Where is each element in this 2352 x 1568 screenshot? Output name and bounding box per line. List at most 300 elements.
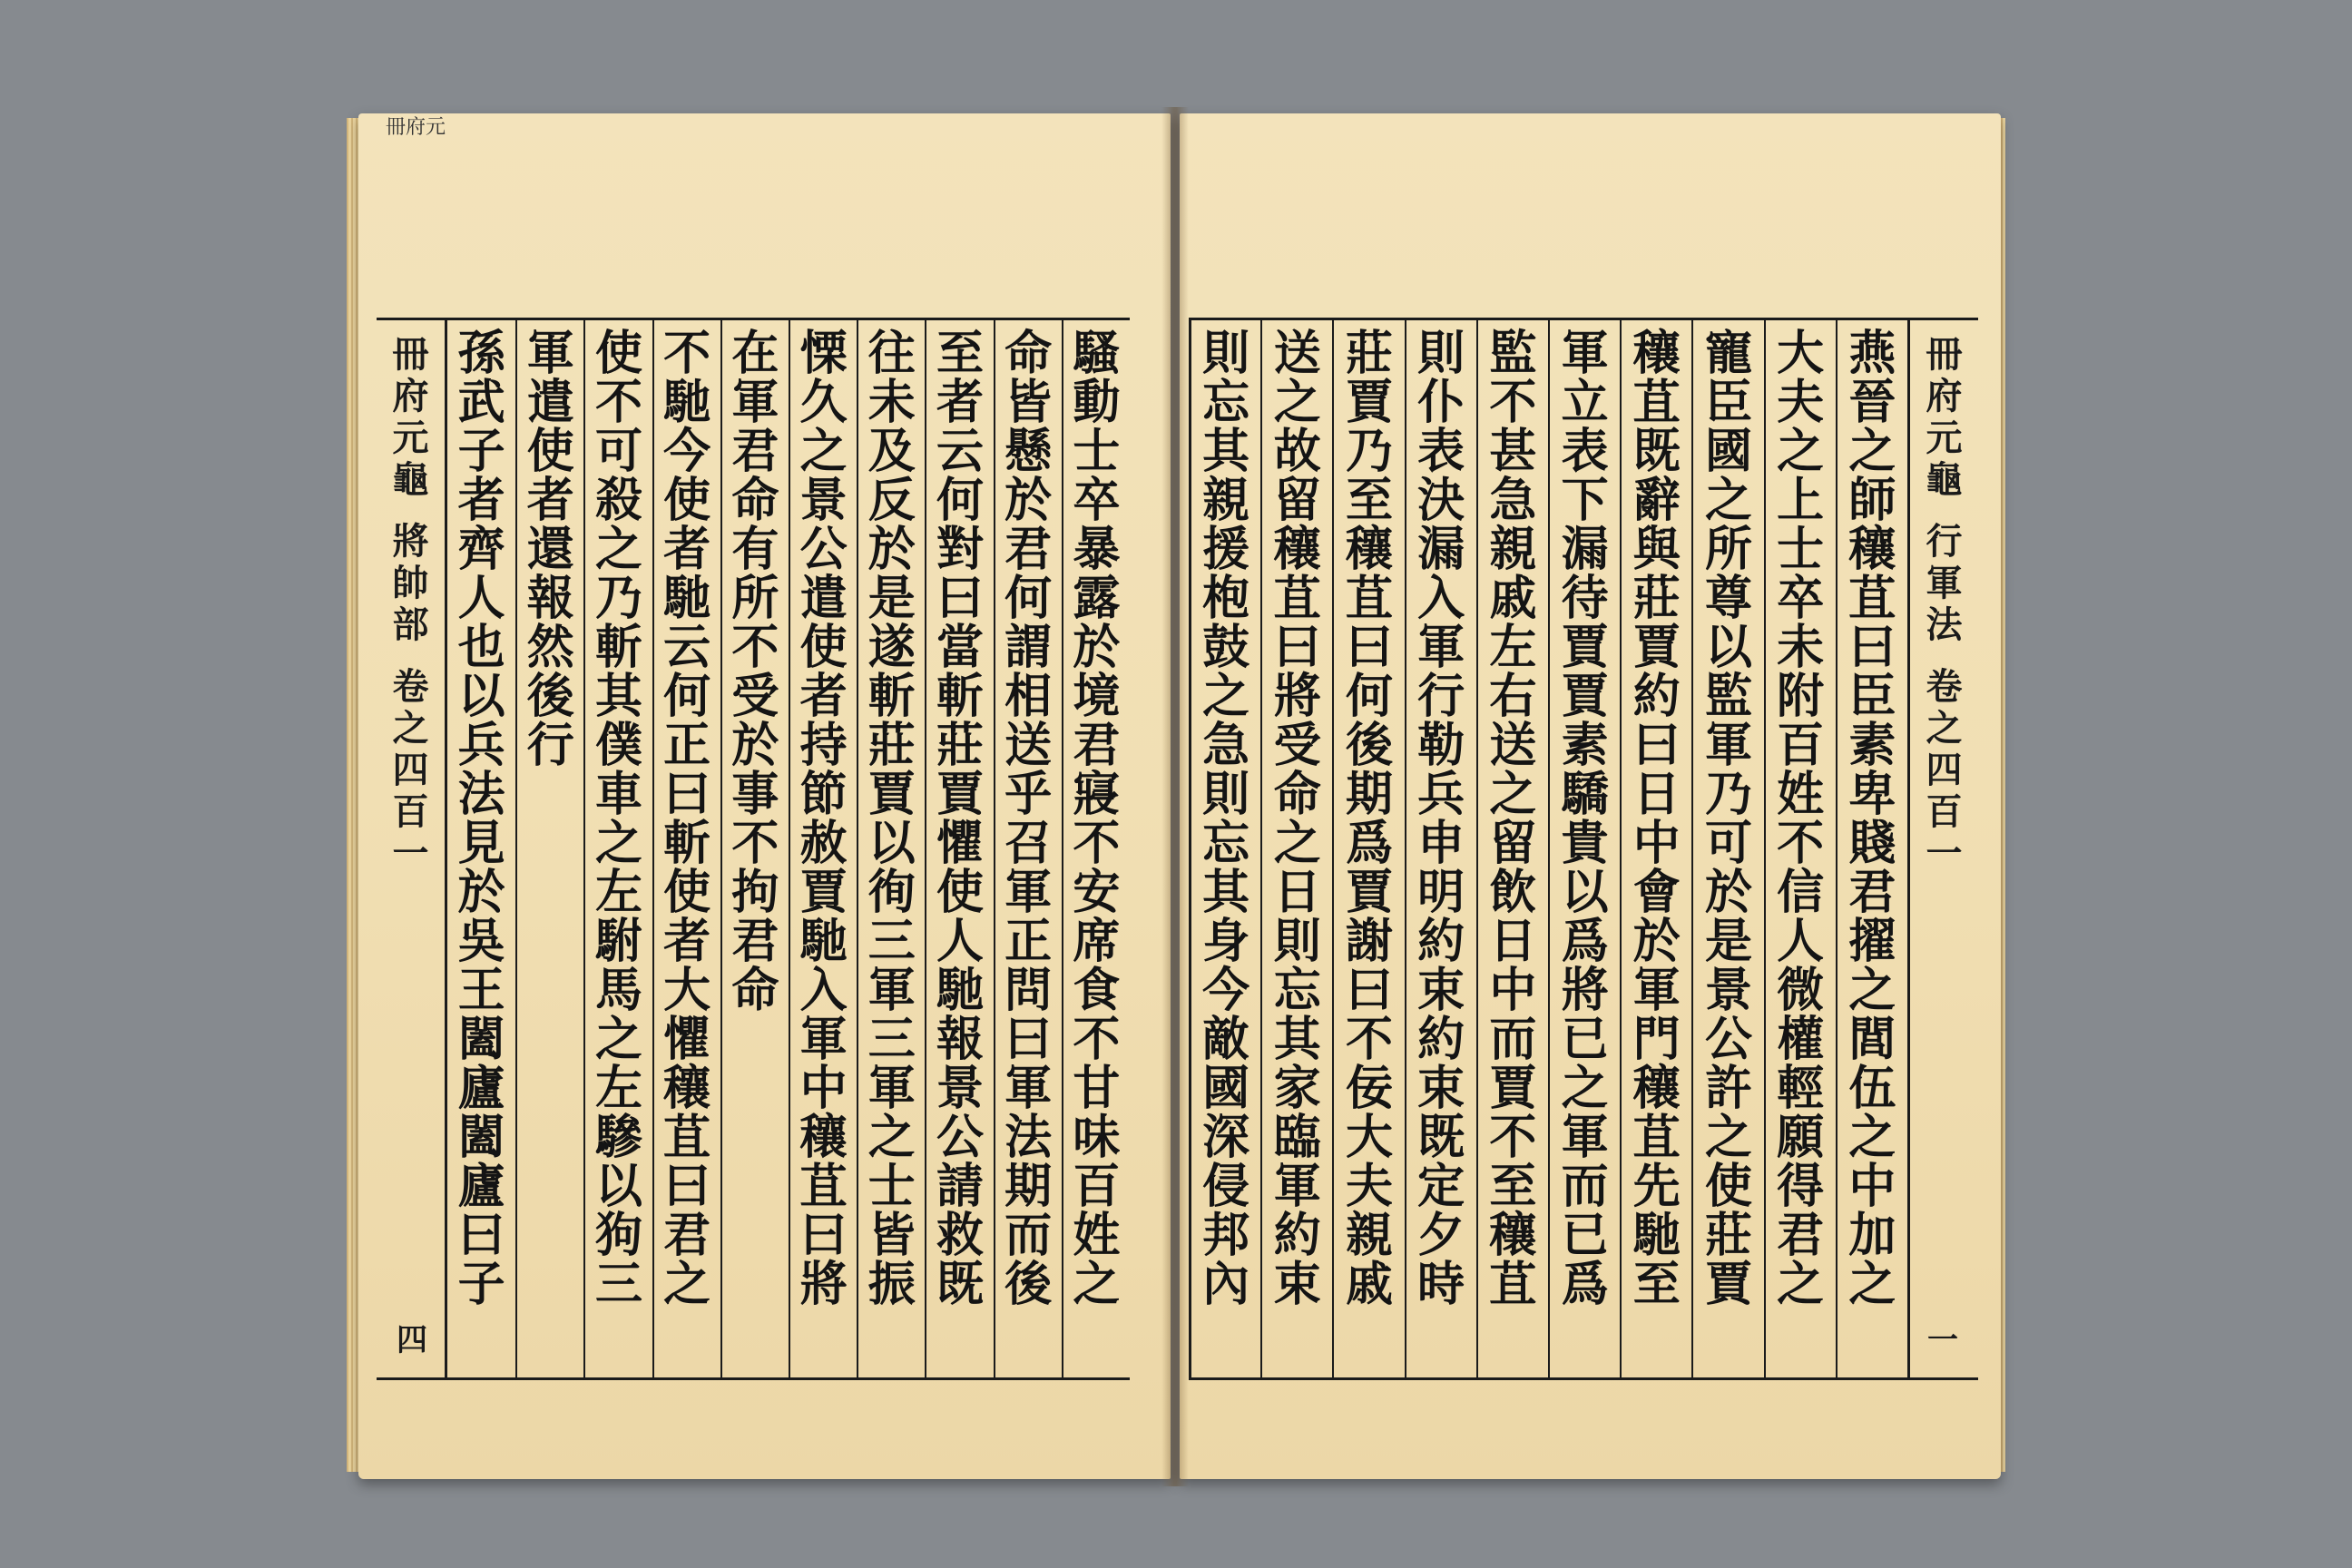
left-page bbox=[358, 113, 1171, 1479]
glyph: 謂 bbox=[1004, 620, 1053, 675]
glyph: 送 bbox=[1273, 326, 1321, 381]
glyph: 侵 bbox=[1202, 1159, 1250, 1214]
glyph: 監 bbox=[1489, 326, 1537, 381]
glyph: 今 bbox=[1202, 963, 1250, 1018]
glyph: 之 bbox=[799, 424, 848, 479]
glyph: 龜 bbox=[1926, 458, 1963, 501]
glyph: 許 bbox=[1704, 1061, 1752, 1116]
glyph: 甚 bbox=[1489, 424, 1537, 479]
book-spine bbox=[1161, 107, 1189, 1486]
glyph: 賈 bbox=[799, 865, 848, 920]
left-text-frame bbox=[377, 318, 1130, 1380]
glyph: 正 bbox=[1004, 914, 1053, 969]
glyph: 暴 bbox=[1073, 522, 1121, 577]
glyph: 則 bbox=[1417, 326, 1465, 381]
glyph: 中 bbox=[1848, 1159, 1896, 1214]
glyph: 賈 bbox=[1345, 375, 1393, 430]
glyph: 是 bbox=[867, 571, 916, 626]
folio-number: 四 bbox=[397, 1322, 427, 1358]
glyph: 之 bbox=[1561, 1061, 1609, 1116]
glyph: 則 bbox=[1202, 767, 1250, 822]
glyph: 部 bbox=[392, 603, 429, 646]
glyph: 士 bbox=[1777, 522, 1825, 577]
glyph: 使 bbox=[663, 473, 711, 528]
text-column bbox=[1620, 320, 1691, 1377]
glyph: 三 bbox=[594, 1257, 642, 1312]
glyph: 百 bbox=[1073, 1159, 1121, 1214]
glyph: 爲 bbox=[1345, 816, 1393, 871]
glyph: 公 bbox=[799, 522, 848, 577]
glyph: 擢 bbox=[1848, 914, 1896, 969]
glyph: 馬 bbox=[594, 963, 642, 1018]
glyph: 者 bbox=[663, 914, 711, 969]
glyph: 所 bbox=[1704, 522, 1752, 577]
glyph: 三 bbox=[867, 914, 916, 969]
glyph: 斬 bbox=[663, 816, 711, 871]
glyph: 願 bbox=[1777, 1110, 1825, 1165]
glyph: 軍 bbox=[731, 375, 779, 430]
glyph: 斬 bbox=[867, 669, 916, 724]
glyph: 燕 bbox=[1848, 326, 1896, 381]
glyph: 入 bbox=[1417, 571, 1465, 626]
glyph: 不 bbox=[731, 816, 779, 871]
glyph: 之 bbox=[1848, 1110, 1896, 1165]
glyph: 既 bbox=[1632, 424, 1681, 479]
glyph: 漏 bbox=[1417, 522, 1465, 577]
glyph: 席 bbox=[1073, 914, 1121, 969]
glyph: 王 bbox=[457, 963, 505, 1018]
glyph: 素 bbox=[1848, 718, 1896, 773]
glyph: 既 bbox=[1417, 1110, 1465, 1165]
glyph: 當 bbox=[936, 620, 984, 675]
text-column bbox=[1189, 320, 1260, 1377]
glyph: 急 bbox=[1489, 473, 1537, 528]
glyph: 忘 bbox=[1273, 963, 1321, 1018]
glyph: 賤 bbox=[1848, 816, 1896, 871]
glyph: 云 bbox=[936, 424, 984, 479]
glyph: 不 bbox=[1777, 816, 1825, 871]
margin-title bbox=[393, 334, 429, 501]
glyph: 明 bbox=[1417, 865, 1465, 920]
glyph: 於 bbox=[457, 865, 505, 920]
glyph: 之 bbox=[1777, 1257, 1825, 1312]
glyph: 留 bbox=[1273, 473, 1321, 528]
glyph: 戚 bbox=[1345, 1257, 1393, 1312]
glyph: 狗 bbox=[594, 1208, 642, 1263]
glyph: 齊 bbox=[457, 522, 505, 577]
glyph: 使 bbox=[936, 865, 984, 920]
glyph: 家 bbox=[1273, 1061, 1321, 1116]
glyph: 者 bbox=[526, 473, 574, 528]
text-column bbox=[447, 320, 515, 1377]
glyph: 穰 bbox=[1632, 326, 1681, 381]
glyph: 不 bbox=[1073, 1012, 1121, 1067]
glyph: 束 bbox=[1273, 1257, 1321, 1312]
glyph: 會 bbox=[1632, 865, 1681, 920]
glyph: 之 bbox=[1273, 816, 1321, 871]
glyph: 之 bbox=[867, 1110, 916, 1165]
glyph: 鼓 bbox=[1202, 620, 1250, 675]
text-column bbox=[1764, 320, 1836, 1377]
glyph: 有 bbox=[731, 522, 779, 577]
glyph: 懼 bbox=[936, 816, 984, 871]
glyph: 之 bbox=[1848, 1257, 1896, 1312]
seal-mark: 冊府元 bbox=[386, 116, 446, 139]
glyph: 姓 bbox=[1777, 767, 1825, 822]
glyph: 遂 bbox=[867, 620, 916, 675]
glyph: 大 bbox=[1345, 1110, 1393, 1165]
glyph: 召 bbox=[1004, 816, 1053, 871]
glyph: 君 bbox=[1777, 1208, 1825, 1263]
glyph: 閭 bbox=[1848, 1012, 1896, 1067]
glyph: 何 bbox=[663, 669, 711, 724]
glyph: 曰 bbox=[663, 767, 711, 822]
glyph: 兵 bbox=[1417, 767, 1465, 822]
glyph: 穰 bbox=[1345, 522, 1393, 577]
glyph: 表 bbox=[1417, 424, 1465, 479]
glyph: 馳 bbox=[1632, 1208, 1681, 1263]
glyph: 曰 bbox=[799, 1208, 848, 1263]
glyph: 卷 bbox=[392, 665, 429, 708]
glyph: 苴 bbox=[1345, 571, 1393, 626]
glyph: 臨 bbox=[1273, 1110, 1321, 1165]
glyph: 吳 bbox=[457, 914, 505, 969]
glyph: 府 bbox=[1926, 375, 1963, 417]
glyph: 元 bbox=[392, 416, 429, 459]
glyph: 命 bbox=[1273, 767, 1321, 822]
glyph: 援 bbox=[1202, 522, 1250, 577]
glyph: 法 bbox=[457, 767, 505, 822]
glyph: 驂 bbox=[594, 1110, 642, 1165]
glyph: 殺 bbox=[594, 473, 642, 528]
glyph: 遣 bbox=[799, 571, 848, 626]
glyph: 君 bbox=[1073, 718, 1121, 773]
glyph: 者 bbox=[663, 522, 711, 577]
glyph: 賈 bbox=[1561, 620, 1609, 675]
glyph: 公 bbox=[1704, 1012, 1752, 1067]
glyph: 其 bbox=[594, 669, 642, 724]
glyph: 赦 bbox=[799, 816, 848, 871]
glyph: 苴 bbox=[1632, 375, 1681, 430]
glyph: 命 bbox=[1004, 326, 1053, 381]
glyph: 軍 bbox=[1004, 865, 1053, 920]
glyph: 安 bbox=[1073, 865, 1121, 920]
glyph: 正 bbox=[663, 718, 711, 773]
glyph: 信 bbox=[1777, 865, 1825, 920]
glyph: 寢 bbox=[1073, 767, 1121, 822]
glyph: 大 bbox=[663, 963, 711, 1018]
glyph: 將 bbox=[799, 1257, 848, 1312]
glyph: 之 bbox=[1073, 1257, 1121, 1312]
text-column bbox=[1548, 320, 1620, 1377]
glyph: 問 bbox=[1004, 963, 1053, 1018]
page-margin-column bbox=[1907, 320, 1978, 1377]
glyph: 後 bbox=[1004, 1257, 1053, 1312]
glyph: 使 bbox=[526, 424, 574, 479]
glyph: 何 bbox=[1345, 669, 1393, 724]
glyph: 所 bbox=[731, 571, 779, 626]
glyph: 加 bbox=[1848, 1208, 1896, 1263]
glyph: 親 bbox=[1345, 1208, 1393, 1263]
text-column bbox=[720, 320, 789, 1377]
glyph: 騷 bbox=[1073, 326, 1121, 381]
glyph: 車 bbox=[594, 767, 642, 822]
glyph: 食 bbox=[1073, 963, 1121, 1018]
glyph: 以 bbox=[1704, 620, 1752, 675]
glyph: 勒 bbox=[1417, 718, 1465, 773]
glyph: 卷 bbox=[1926, 665, 1963, 708]
glyph: 在 bbox=[731, 326, 779, 381]
glyph: 也 bbox=[457, 620, 505, 675]
glyph: 邦 bbox=[1202, 1208, 1250, 1263]
glyph: 寵 bbox=[1704, 326, 1752, 381]
glyph: 於 bbox=[1004, 473, 1053, 528]
glyph: 子 bbox=[457, 1257, 505, 1312]
glyph: 以 bbox=[594, 1159, 642, 1214]
glyph: 已 bbox=[1561, 1208, 1609, 1263]
glyph: 君 bbox=[731, 914, 779, 969]
glyph: 乃 bbox=[1704, 767, 1752, 822]
glyph: 法 bbox=[1926, 603, 1963, 646]
glyph: 表 bbox=[1561, 424, 1609, 479]
glyph: 附 bbox=[1777, 669, 1825, 724]
glyph: 下 bbox=[1561, 473, 1609, 528]
glyph: 曰 bbox=[1345, 963, 1393, 1018]
glyph: 行 bbox=[1926, 520, 1963, 563]
glyph: 動 bbox=[1073, 375, 1121, 430]
glyph: 賈 bbox=[1704, 1257, 1752, 1312]
glyph: 之 bbox=[1777, 424, 1825, 479]
glyph: 馳 bbox=[663, 375, 711, 430]
glyph: 漏 bbox=[1561, 522, 1609, 577]
glyph: 中 bbox=[799, 1061, 848, 1116]
glyph: 權 bbox=[1777, 1012, 1825, 1067]
glyph: 公 bbox=[936, 1110, 984, 1165]
glyph: 其 bbox=[1202, 865, 1250, 920]
glyph: 軍 bbox=[1632, 963, 1681, 1018]
glyph: 苴 bbox=[1848, 571, 1896, 626]
right-page bbox=[1180, 113, 2001, 1479]
glyph: 卒 bbox=[1073, 473, 1121, 528]
glyph: 曰 bbox=[1273, 620, 1321, 675]
glyph: 斬 bbox=[936, 669, 984, 724]
glyph: 以 bbox=[457, 669, 505, 724]
glyph: 忘 bbox=[1202, 375, 1250, 430]
glyph: 苴 bbox=[1273, 571, 1321, 626]
glyph: 軍 bbox=[1417, 620, 1465, 675]
text-column bbox=[1332, 320, 1404, 1377]
glyph: 而 bbox=[1561, 1159, 1609, 1214]
glyph: 定 bbox=[1417, 1159, 1465, 1214]
glyph: 振 bbox=[867, 1257, 916, 1312]
glyph: 日 bbox=[1489, 914, 1537, 969]
text-column bbox=[857, 320, 925, 1377]
glyph: 姓 bbox=[1073, 1208, 1121, 1263]
glyph: 報 bbox=[936, 1012, 984, 1067]
glyph: 懸 bbox=[1004, 424, 1053, 479]
glyph: 軍 bbox=[1926, 562, 1963, 604]
glyph: 仆 bbox=[1417, 375, 1465, 430]
glyph: 上 bbox=[1777, 473, 1825, 528]
glyph: 境 bbox=[1073, 669, 1121, 724]
glyph: 百 bbox=[1926, 790, 1963, 833]
glyph: 至 bbox=[1632, 1257, 1681, 1312]
glyph: 師 bbox=[1848, 473, 1896, 528]
glyph: 賈 bbox=[1561, 669, 1609, 724]
glyph: 親 bbox=[1202, 473, 1250, 528]
glyph: 之 bbox=[1704, 473, 1752, 528]
glyph: 事 bbox=[731, 767, 779, 822]
glyph: 微 bbox=[1777, 963, 1825, 1018]
glyph: 而 bbox=[1489, 1012, 1537, 1067]
glyph: 者 bbox=[799, 669, 848, 724]
margin-volume bbox=[393, 666, 429, 875]
glyph: 之 bbox=[392, 707, 429, 750]
glyph: 行 bbox=[526, 718, 574, 773]
glyph: 乃 bbox=[1345, 424, 1393, 479]
glyph: 孫 bbox=[457, 326, 505, 381]
glyph: 至 bbox=[1489, 1159, 1537, 1214]
glyph: 已 bbox=[1561, 1012, 1609, 1067]
glyph: 穰 bbox=[1632, 1061, 1681, 1116]
glyph: 送 bbox=[1489, 718, 1537, 773]
glyph: 持 bbox=[799, 718, 848, 773]
glyph: 使 bbox=[1704, 1159, 1752, 1214]
glyph: 約 bbox=[1632, 669, 1681, 724]
glyph: 賈 bbox=[1489, 1061, 1537, 1116]
glyph: 百 bbox=[1777, 718, 1825, 773]
glyph: 曰 bbox=[663, 1159, 711, 1214]
glyph: 不 bbox=[594, 375, 642, 430]
glyph: 何 bbox=[936, 473, 984, 528]
glyph: 送 bbox=[1004, 718, 1053, 773]
glyph: 穰 bbox=[1848, 522, 1896, 577]
glyph: 帥 bbox=[392, 562, 429, 604]
glyph: 廬 bbox=[457, 1159, 505, 1214]
glyph: 驕 bbox=[1561, 767, 1609, 822]
glyph: 敵 bbox=[1202, 1012, 1250, 1067]
glyph: 苴 bbox=[1632, 1110, 1681, 1165]
glyph: 之 bbox=[1489, 767, 1537, 822]
text-column bbox=[652, 320, 720, 1377]
glyph: 曰 bbox=[1632, 718, 1681, 773]
glyph: 日 bbox=[1632, 767, 1681, 822]
glyph: 辭 bbox=[1632, 473, 1681, 528]
glyph: 期 bbox=[1004, 1159, 1053, 1214]
glyph: 節 bbox=[799, 767, 848, 822]
glyph: 後 bbox=[1345, 718, 1393, 773]
glyph: 於 bbox=[731, 718, 779, 773]
glyph: 軍 bbox=[799, 1012, 848, 1067]
glyph: 約 bbox=[1417, 914, 1465, 969]
text-column bbox=[1691, 320, 1763, 1377]
glyph: 闔 bbox=[457, 1012, 505, 1067]
glyph: 中 bbox=[1632, 816, 1681, 871]
glyph: 馳 bbox=[799, 914, 848, 969]
glyph: 右 bbox=[1489, 669, 1537, 724]
glyph: 之 bbox=[594, 816, 642, 871]
glyph: 枹 bbox=[1202, 571, 1250, 626]
glyph: 爲 bbox=[1561, 1257, 1609, 1312]
glyph: 約 bbox=[1417, 1012, 1465, 1067]
glyph: 待 bbox=[1561, 571, 1609, 626]
glyph: 甘 bbox=[1073, 1061, 1121, 1116]
glyph: 三 bbox=[867, 1012, 916, 1067]
glyph: 行 bbox=[1417, 669, 1465, 724]
glyph: 於 bbox=[867, 522, 916, 577]
glyph: 之 bbox=[1848, 963, 1896, 1018]
glyph: 於 bbox=[1704, 865, 1752, 920]
glyph: 何 bbox=[1004, 571, 1053, 626]
glyph: 之 bbox=[1273, 375, 1321, 430]
glyph: 皆 bbox=[1004, 375, 1053, 430]
glyph: 將 bbox=[392, 520, 429, 563]
glyph: 不 bbox=[731, 620, 779, 675]
right-text-frame bbox=[1189, 318, 1978, 1380]
glyph: 莊 bbox=[936, 718, 984, 773]
glyph: 之 bbox=[1704, 1110, 1752, 1165]
margin-section bbox=[1926, 521, 1963, 646]
glyph: 者 bbox=[936, 375, 984, 430]
glyph: 夕 bbox=[1417, 1208, 1465, 1263]
glyph: 士 bbox=[1073, 424, 1121, 479]
glyph: 莊 bbox=[1704, 1208, 1752, 1263]
glyph: 一 bbox=[392, 832, 429, 875]
text-column bbox=[1476, 320, 1548, 1377]
text-column bbox=[515, 320, 583, 1377]
glyph: 左 bbox=[1489, 620, 1537, 675]
glyph: 請 bbox=[936, 1159, 984, 1214]
glyph: 左 bbox=[594, 865, 642, 920]
glyph: 大 bbox=[1777, 326, 1825, 381]
glyph: 遣 bbox=[526, 375, 574, 430]
glyph: 四 bbox=[1926, 749, 1963, 791]
glyph: 忘 bbox=[1202, 816, 1250, 871]
glyph: 使 bbox=[663, 865, 711, 920]
glyph: 者 bbox=[457, 473, 505, 528]
margin-title bbox=[1926, 334, 1963, 501]
glyph: 尊 bbox=[1704, 571, 1752, 626]
glyph: 深 bbox=[1202, 1110, 1250, 1165]
glyph: 然 bbox=[526, 620, 574, 675]
text-column bbox=[1260, 320, 1332, 1377]
glyph: 賈 bbox=[936, 767, 984, 822]
glyph: 故 bbox=[1273, 424, 1321, 479]
glyph: 軍 bbox=[867, 1061, 916, 1116]
glyph: 不 bbox=[1489, 1110, 1537, 1165]
glyph: 往 bbox=[867, 326, 916, 381]
glyph: 四 bbox=[392, 749, 429, 791]
glyph: 入 bbox=[799, 963, 848, 1018]
glyph: 賈 bbox=[1632, 620, 1681, 675]
glyph: 君 bbox=[663, 1208, 711, 1263]
glyph: 晉 bbox=[1848, 375, 1896, 430]
glyph: 既 bbox=[936, 1257, 984, 1312]
glyph: 今 bbox=[663, 424, 711, 479]
glyph: 受 bbox=[1273, 718, 1321, 773]
glyph: 束 bbox=[1417, 963, 1465, 1018]
text-column bbox=[789, 320, 857, 1377]
glyph: 馳 bbox=[936, 963, 984, 1018]
glyph: 救 bbox=[936, 1208, 984, 1263]
glyph: 駙 bbox=[594, 914, 642, 969]
glyph: 約 bbox=[1273, 1208, 1321, 1263]
glyph: 法 bbox=[1004, 1110, 1053, 1165]
glyph: 軍 bbox=[526, 326, 574, 381]
glyph: 親 bbox=[1489, 522, 1537, 577]
glyph: 卑 bbox=[1848, 767, 1896, 822]
glyph: 穰 bbox=[799, 1110, 848, 1165]
